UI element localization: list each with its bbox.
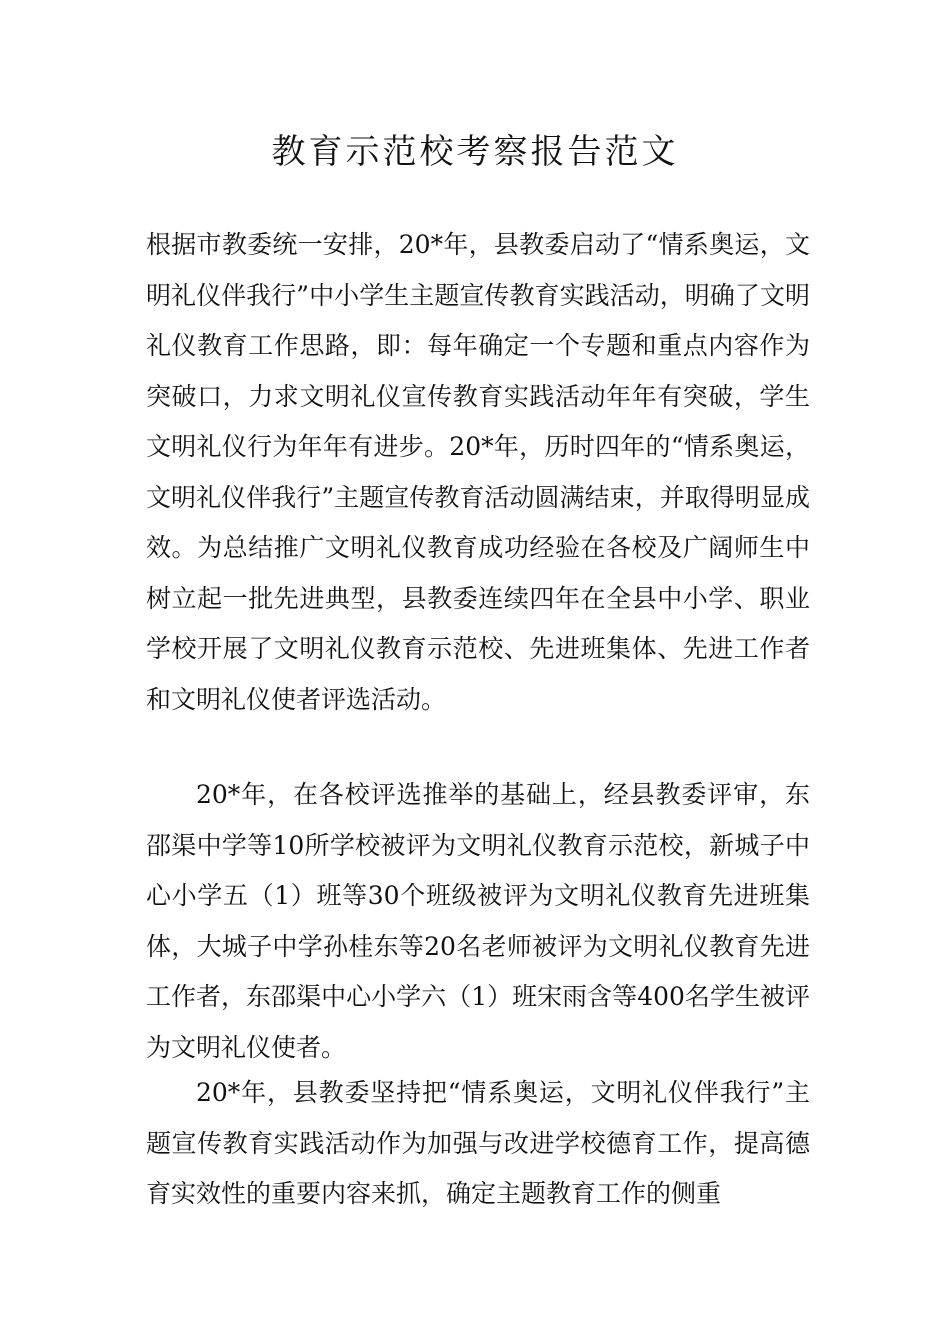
paragraph-3: 20*年，县教委坚持把“情系奥运，文明礼仪伴我行”主题宣传教育实践活动作为加强与改进学校德育工作，提高德育实效性的重要内容来抓，确定主题教育工作的侧重 <box>146 1078 810 1208</box>
paragraph-1: 根据市教委统一安排，20*年，县教委启动了“情系奥运，文明礼仪伴我行”中小学生主题宣传教育实践活动，明确了文明礼仪教育工作思路，即：每年确定一个专题和重点内容作为突破口，力求文明礼仪宣传教育实践活动年年有突破，学生文明礼仪行为年年有进步。20*年，历时四年的“情系奥运，文明礼仪伴我行”主题宣传教育活动圆满结束，并取得明显成效。为总结推广文明礼仪教育成功经验在各校及广阔师生中树立起一批先进典型，县教委连续四年在全县中小学、职业学校开展了文明礼仪教育示范校、先进班集体、先进工作者和文明礼仪使者评选活动。 <box>146 230 810 714</box>
document-title: 教育示范校考察报告范文 <box>271 132 679 172</box>
paragraph-2: 20*年，在各校评选推举的基础上，经县教委评审，东邵渠中学等10所学校被评为文明礼仪教育示范校，新城子中心小学五（1）班等30个班级被评为文明礼仪教育先进班集体，大城子中学孙桂东等20名老师被评为文明礼仪教育先进工作者，东邵渠中心小学六（1）班宋雨含等400名学生被评为文明礼仪使者。 <box>146 780 810 1062</box>
